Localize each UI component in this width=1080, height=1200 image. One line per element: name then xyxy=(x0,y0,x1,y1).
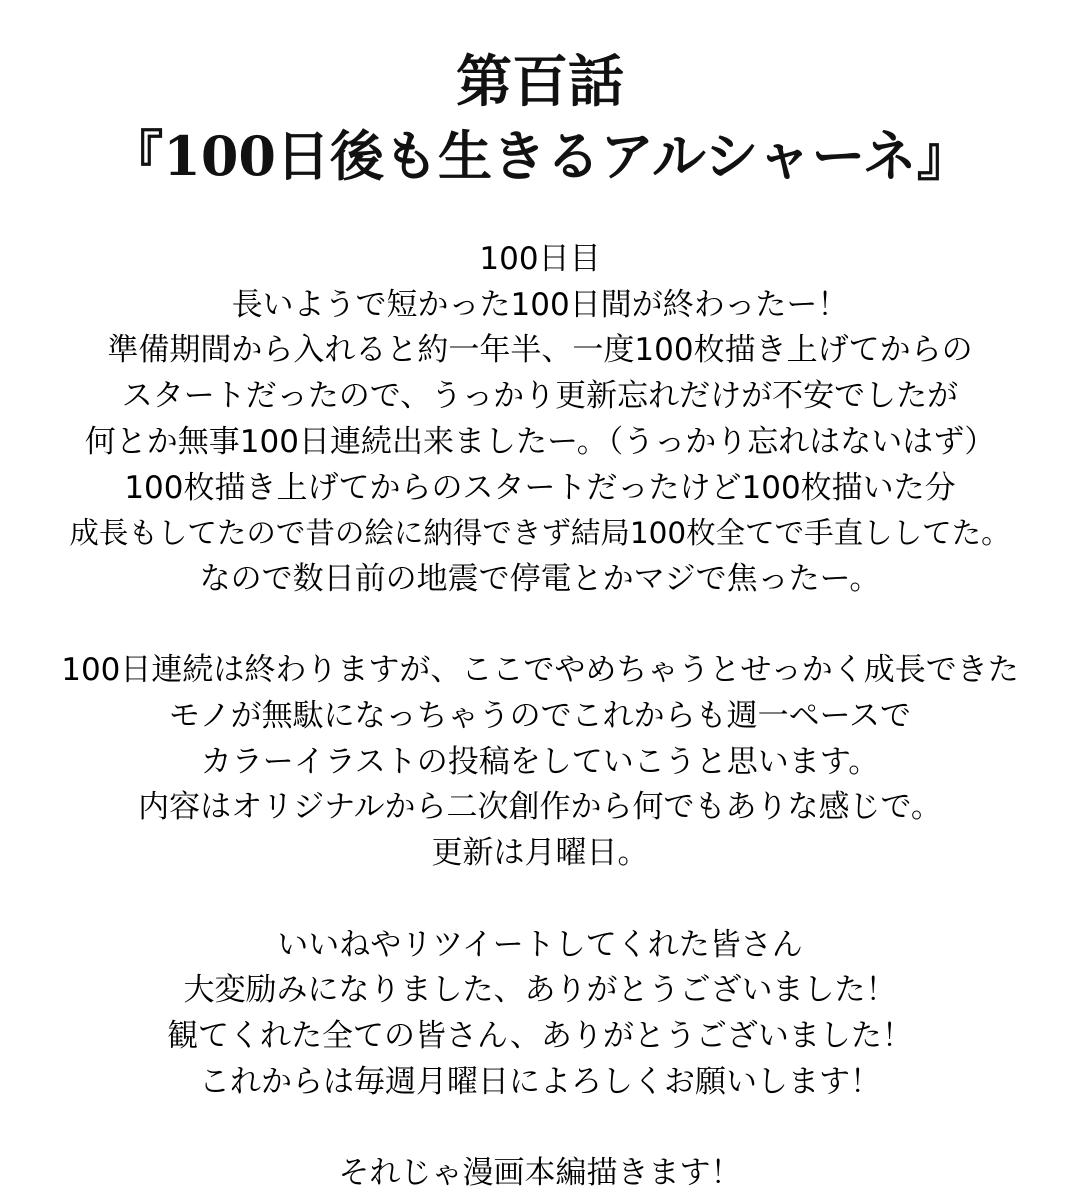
text-line: モノが無駄になっちゃうのでこれからも週一ペースで xyxy=(168,698,912,735)
text-line: 何とか無事100日連続出来ましたー。（うっかり忘れはないはず） xyxy=(84,423,996,460)
episode-title: 第百話 xyxy=(456,49,624,115)
text-line: 更新は月曜日。 xyxy=(431,835,649,872)
text-line: カラーイラストの投稿をしていこうと思います。 xyxy=(200,743,880,780)
text-line: 内容はオリジナルから二次創作から何でもありな感じで。 xyxy=(138,789,942,826)
text-line: 100日連続は終わりますが、ここでやめちゃうとせっかく成長できた xyxy=(61,652,1019,689)
text-line: 大変励みになりました、ありがとうございました！ xyxy=(183,972,897,1009)
title-block xyxy=(0,45,1080,193)
blank-line xyxy=(0,877,1080,923)
text-line: 100枚描き上げてからのスタートだったけど100枚描いた分 xyxy=(124,469,956,506)
text-line: いいねやリツイートしてくれた皆さん xyxy=(277,926,803,963)
text-line: 準備期間から入れると約一年半、一度100枚描き上げてからの xyxy=(107,332,973,369)
text-line: これからは毎週月曜日によろしくお願いします！ xyxy=(199,1063,881,1100)
blank-line xyxy=(0,1105,1080,1151)
text-line: なので数日前の地震で停電とかマジで焦ったー。 xyxy=(199,560,881,597)
text-line: 長いようで短かった100日間が終わったー！ xyxy=(231,286,849,323)
text-line: スタートだったので、うっかり更新忘れだけが不安でしたが xyxy=(121,378,959,415)
text-line: 観てくれた全ての皆さん、ありがとうございました！ xyxy=(167,1017,913,1054)
blank-line xyxy=(0,603,1080,649)
text-line: 成長もしてたので昔の絵に納得できず結局100枚全てで手直ししてた。 xyxy=(69,516,1011,551)
text-line: 100日目 xyxy=(479,241,601,277)
episode-subtitle: 『100日後も生きるアルシャーネ』 xyxy=(109,124,971,188)
body-text xyxy=(0,237,1080,1197)
text-line: それじゃ漫画本編描きます！ xyxy=(338,1155,742,1192)
